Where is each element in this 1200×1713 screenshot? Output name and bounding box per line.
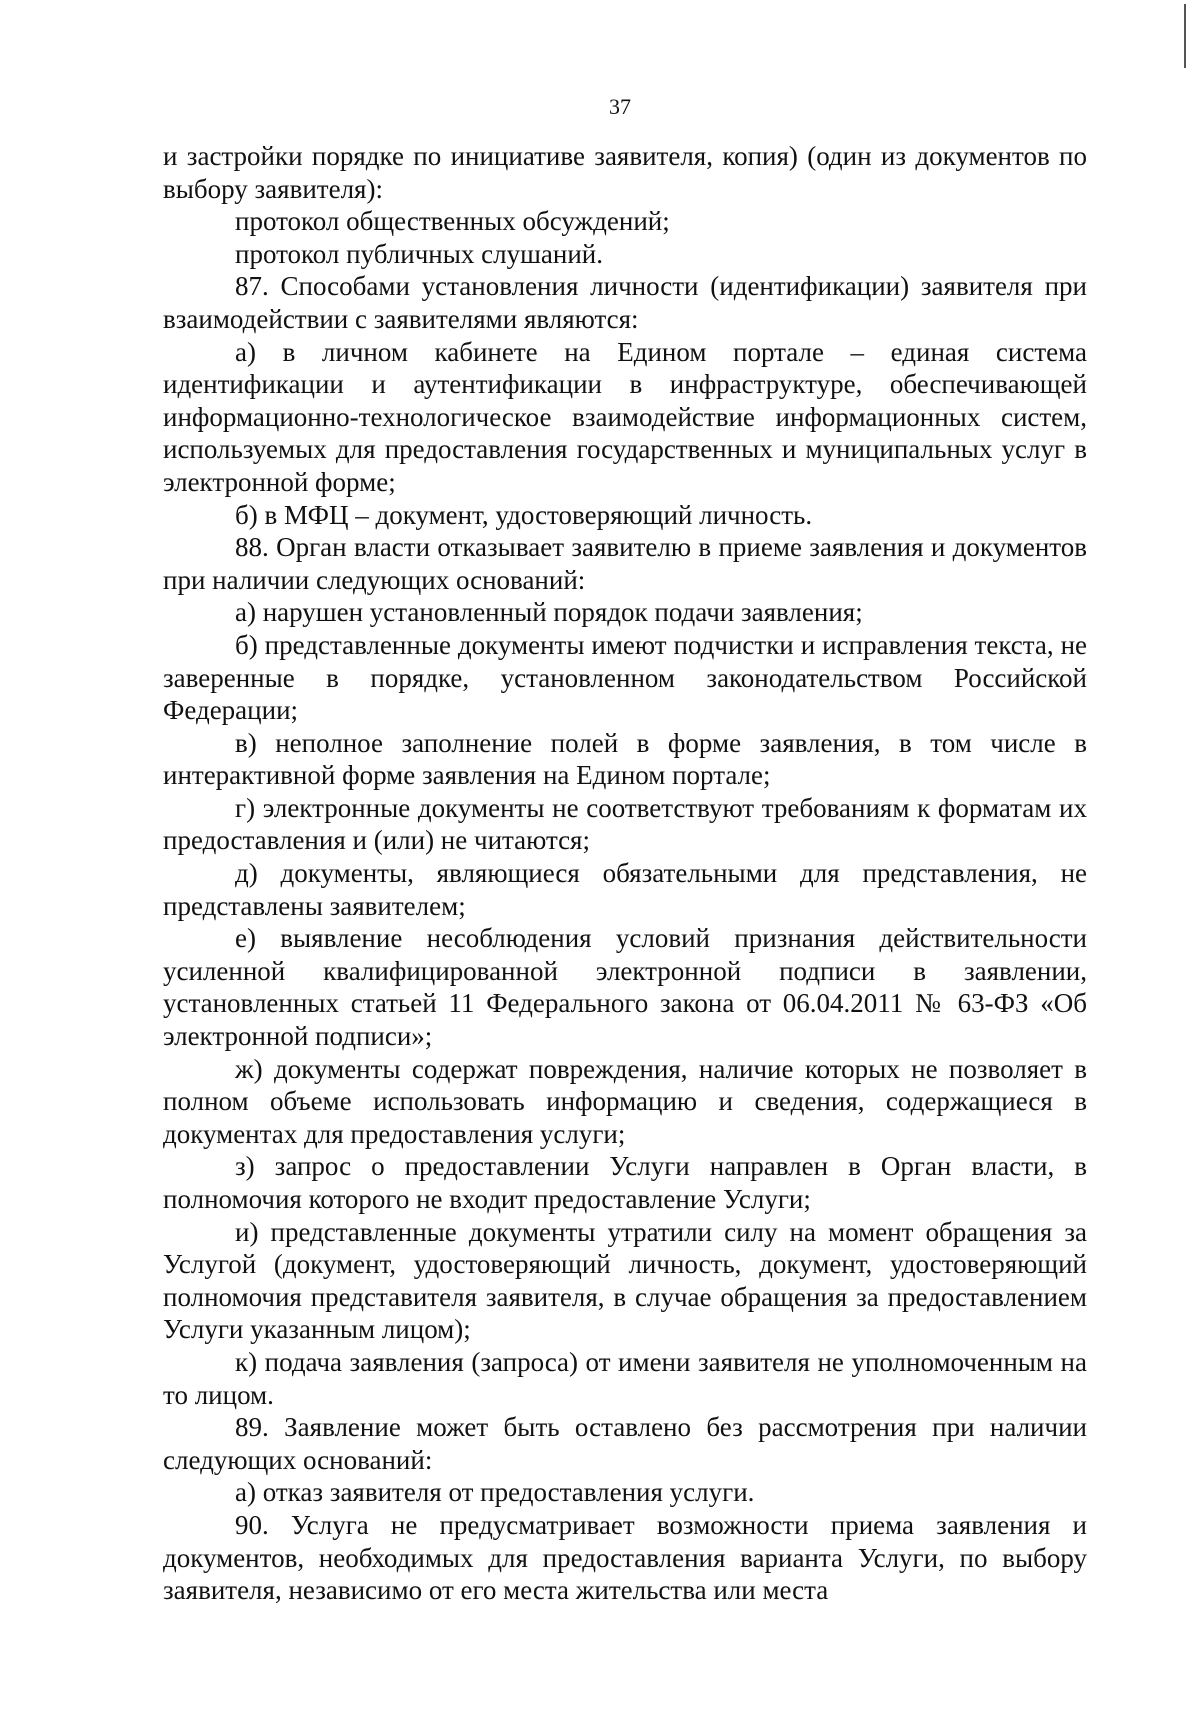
paragraph: протокол общественных обсуждений; [235,206,670,237]
paragraph: е) выявление несоблюдения условий признания действительности усиленной квалифицированной электронной подписи в заявлении, установленных статьей 11 Федерального закона от 06.04.2011 № 63-ФЗ «Об электронной подписи»; [163,923,1087,1052]
paragraph: з) запрос о предоставлении Услуги направлен в Орган власти, в полномочия которого не входит предоставление Услуги; [163,1151,1087,1214]
paragraph: и застройки порядке по инициативе заявителя, копия) (один из документов по выбору заявителя): [163,141,1087,204]
paragraph: б) в МФЦ – документ, удостоверяющий личность. [235,499,813,530]
paragraph: б) представленные документы имеют подчистки и исправления текста, не заверенные в порядке, установленном законодательством Российской Федерации; [163,629,1087,726]
paragraph: 89. Заявление может быть оставлено без рассмотрения при наличии следующих оснований: [163,1412,1087,1475]
paragraph: протокол публичных слушаний. [235,238,603,269]
paragraph: д) документы, являющиеся обязательными для представления, не представлены заявителем; [163,858,1087,921]
paragraph: 90. Услуга не предусматривает возможности приема заявления и документов, необходимых для предоставления варианта Услуги, по выбору заявителя, независимо от его места жительства или места [163,1509,1087,1606]
paragraph: г) электронные документы не соответствуют требованиям к форматам их предоставления и (или) не читаются; [163,792,1087,856]
paragraph: ж) документы содержат повреждения, наличие которых не позволяет в полном объеме использовать информацию и сведения, содержащиеся в документах для предоставления услуги; [163,1053,1087,1149]
document-body [163,140,1087,1607]
paragraph: 88. Орган власти отказывает заявителю в приеме заявления и документов при наличии следующих оснований: [163,532,1087,595]
paragraph: а) нарушен установленный порядок подачи заявления; [235,597,863,628]
page-number: 37 [609,94,631,119]
paragraph: в) неполное заполнение полей в форме заявления, в том числе в интерактивной форме заявления на Едином портале; [163,727,1087,791]
paragraph: а) в личном кабинете на Едином портале – единая система идентификации и аутентификации в инфраструктуре, обеспечивающей информационно-технологическое взаимодействие информационных систем, используемых для предоставления государственных и муниципальных услуг в электронной форме; [163,336,1087,497]
paragraph: а) отказ заявителя от предоставления услуги. [235,1477,755,1508]
paragraph: 87. Способами установления личности (идентификации) заявителя при взаимодействии с заявителями являются: [163,271,1087,334]
paragraph: к) подача заявления (запроса) от имени заявителя не уполномоченным на то лицом. [163,1346,1087,1410]
scan-edge-mark [1184,4,1186,68]
paragraph: и) представленные документы утратили силу на момент обращения за Услугой (документ, удостоверяющий личность, документ, удостоверяющий полномочия представителя заявителя, в случае обращения за предоставлением Услуги указанным лицом); [163,1216,1087,1345]
